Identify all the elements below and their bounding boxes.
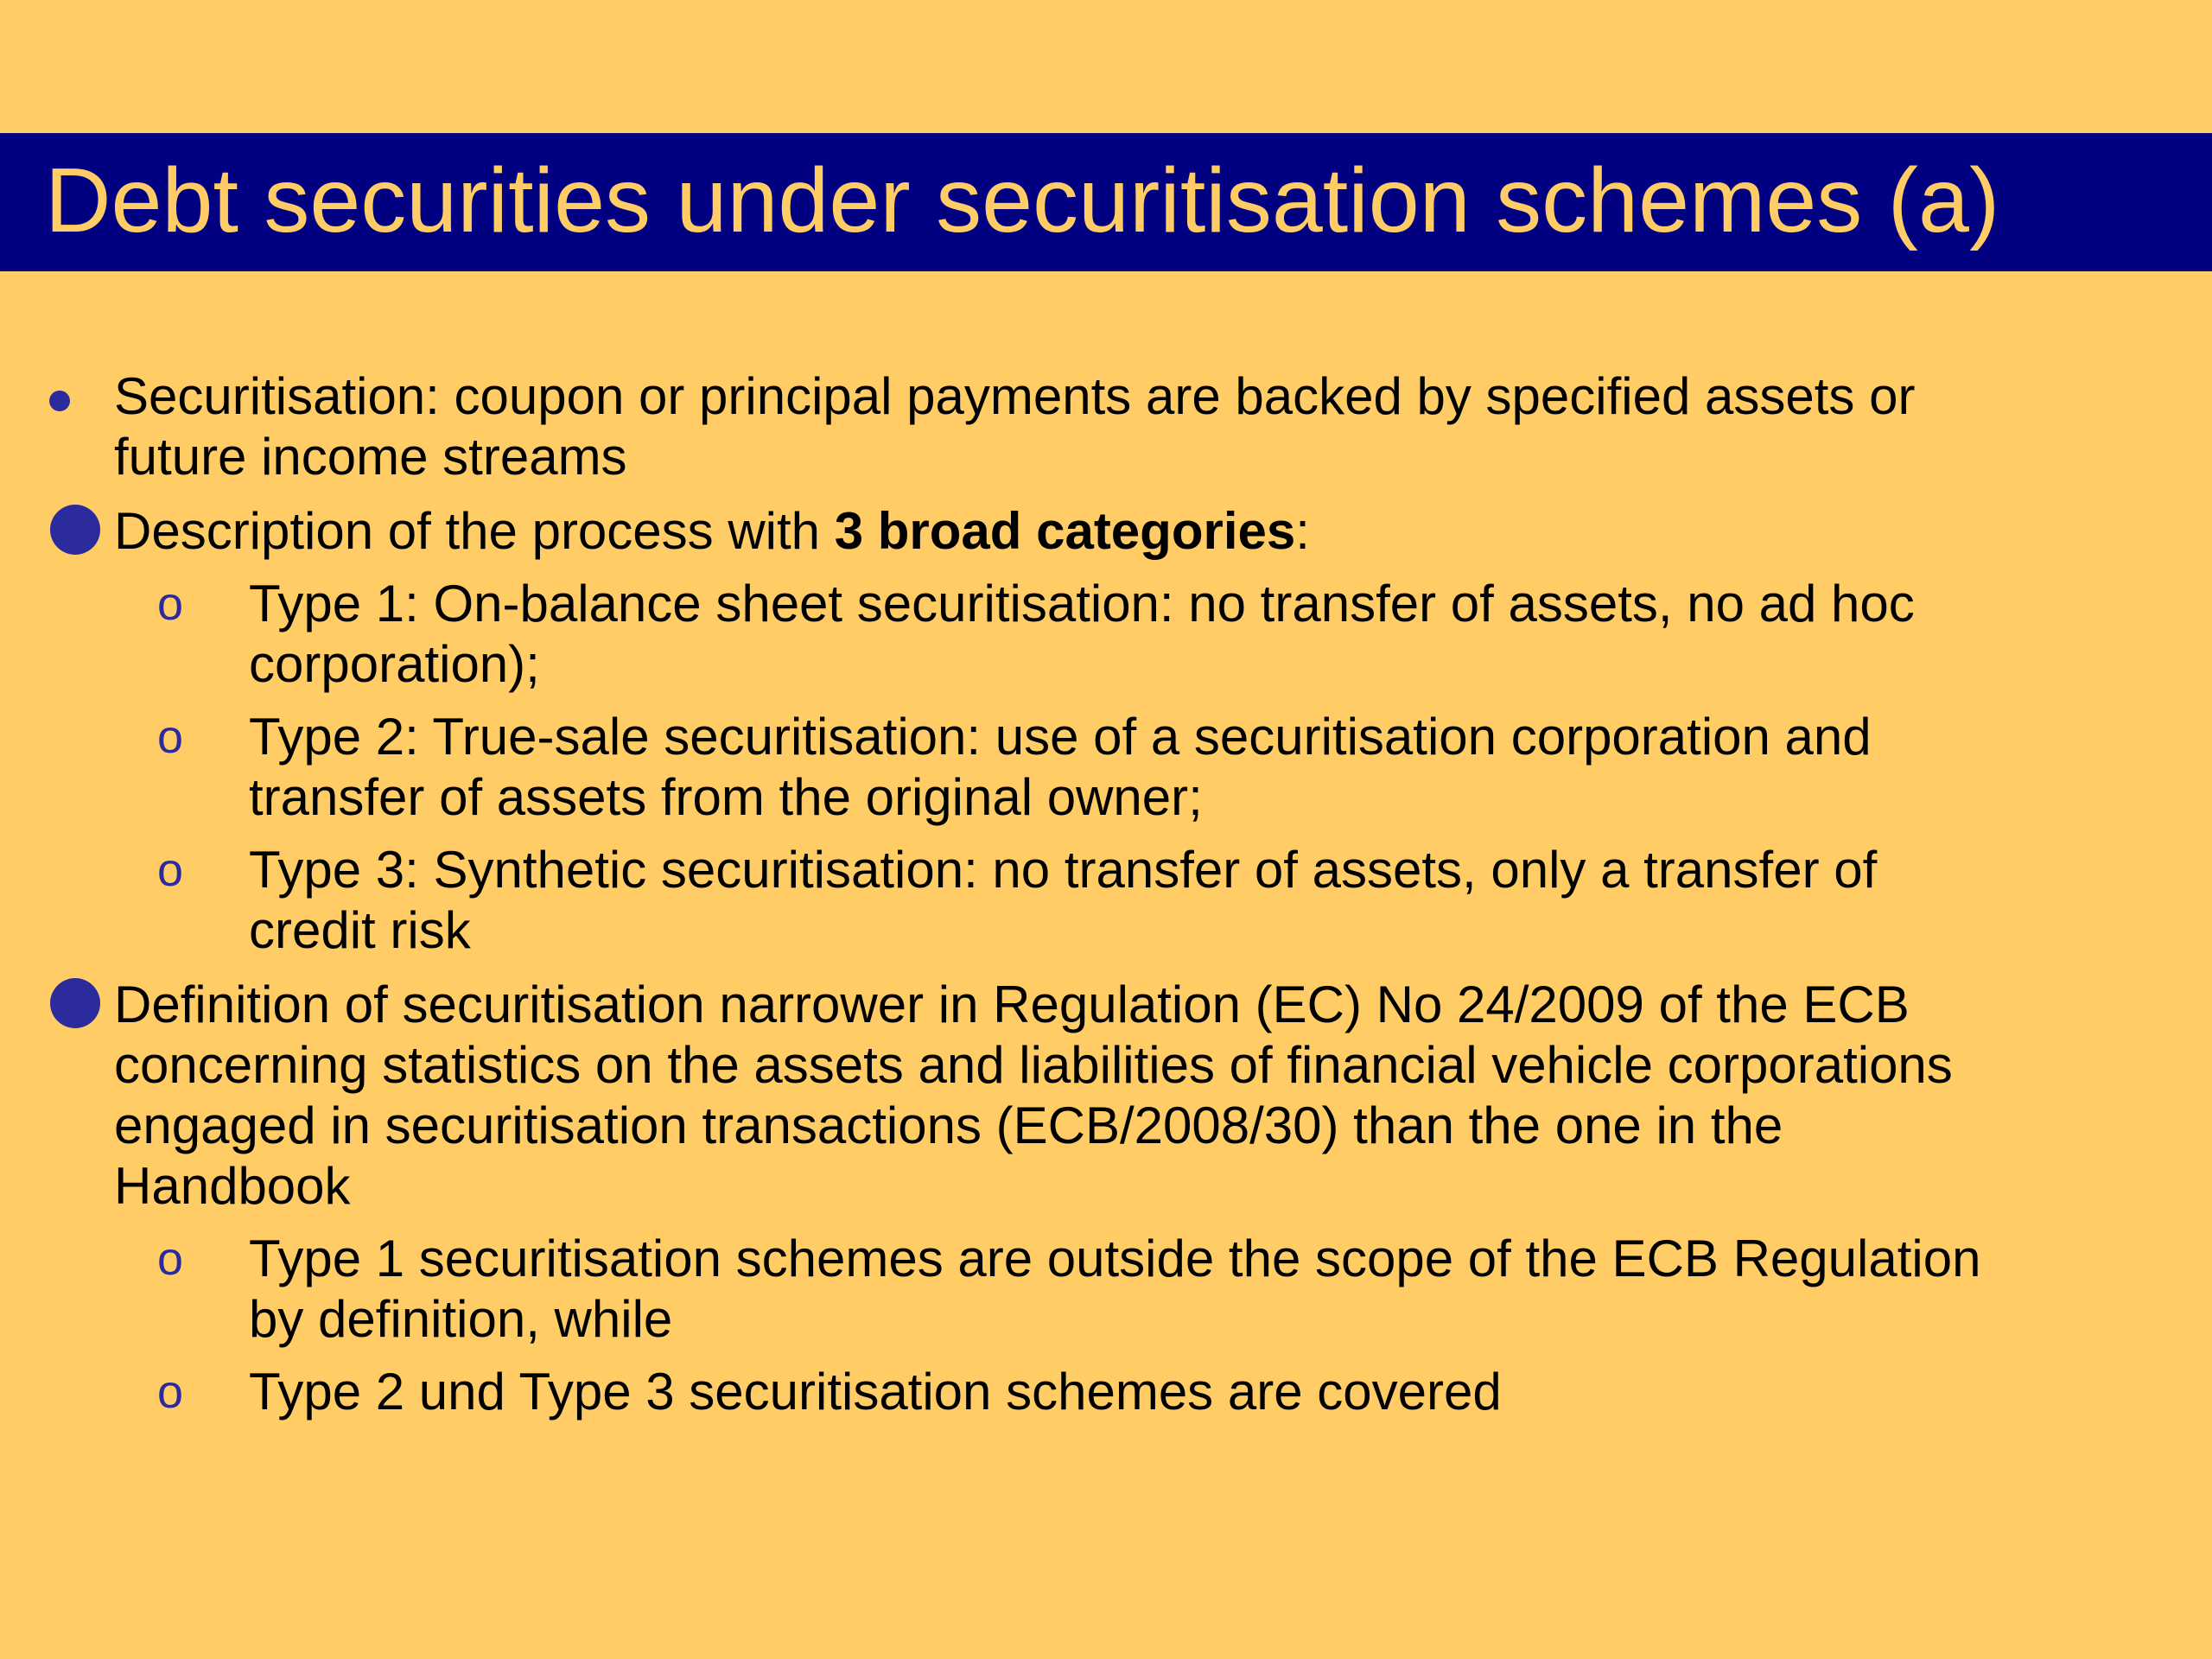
sub-bullet-type-2 <box>0 707 2212 828</box>
sub-bullet-type-1-scope <box>0 1229 2212 1350</box>
sub-bullet-line: transfer of assets from the original owner; <box>249 768 1203 826</box>
bullet-text-prefix: Description of the process with <box>114 502 835 560</box>
bullet-line: future income streams <box>114 428 627 486</box>
bullet-item-definition <box>0 975 2212 1217</box>
large-bullet-icon <box>50 978 100 1028</box>
sub-bullet-type-3 <box>0 840 2212 961</box>
bullet-item-description <box>0 501 2212 562</box>
sub-bullet-line: Type 3: Synthetic securitisation: no transfer of assets, only a transfer of <box>249 841 1878 899</box>
circle-marker-icon: o <box>157 1233 184 1285</box>
circle-marker-icon: o <box>157 711 184 763</box>
bullet-line <box>114 501 2212 562</box>
bullet-item-securitisation <box>0 366 2212 487</box>
sub-bullet-line: by definition, while <box>249 1290 673 1348</box>
bullet-line: Handbook <box>114 1157 351 1215</box>
circle-marker-icon: o <box>157 578 184 630</box>
bullet-text-bold: 3 broad categories <box>834 502 1296 560</box>
bullet-line: Definition of securitisation narrower in Regulation (EC) No 24/2009 of the ECB <box>114 976 1910 1033</box>
small-bullet-icon <box>49 391 70 411</box>
sub-bullet-line: Type 2 und Type 3 securitisation schemes are covered <box>249 1363 1502 1421</box>
bullet-line: Securitisation: coupon or principal payments are backed by specified assets or <box>114 367 1916 425</box>
bullet-line: engaged in securitisation transactions (ECB/2008/30) than the one in the <box>114 1096 1783 1154</box>
circle-marker-icon: o <box>157 1366 184 1418</box>
sub-bullet-line: Type 2: True-sale securitisation: use of a securitisation corporation and <box>249 708 1872 766</box>
sub-bullet-type-2-3-covered <box>0 1362 2212 1422</box>
bullet-text-suffix: : <box>1295 502 1310 560</box>
slide-content <box>0 366 2212 1422</box>
title-bar <box>0 133 2212 271</box>
sub-bullet-line: Type 1: On-balance sheet securitisation: no transfer of assets, no ad hoc <box>249 575 1915 632</box>
slide-title: Debt securities under securitisation schemes (a) <box>45 149 2000 251</box>
large-bullet-icon <box>50 505 100 555</box>
sub-bullet-line: credit risk <box>249 901 471 959</box>
sub-bullet-type-1 <box>0 574 2212 695</box>
sub-bullet-line: Type 1 securitisation schemes are outside the scope of the ECB Regulation <box>249 1230 1981 1287</box>
circle-marker-icon: o <box>157 844 184 896</box>
sub-bullet-line: corporation); <box>249 635 540 693</box>
bullet-line: concerning statistics on the assets and liabilities of financial vehicle corporations <box>114 1036 1953 1094</box>
